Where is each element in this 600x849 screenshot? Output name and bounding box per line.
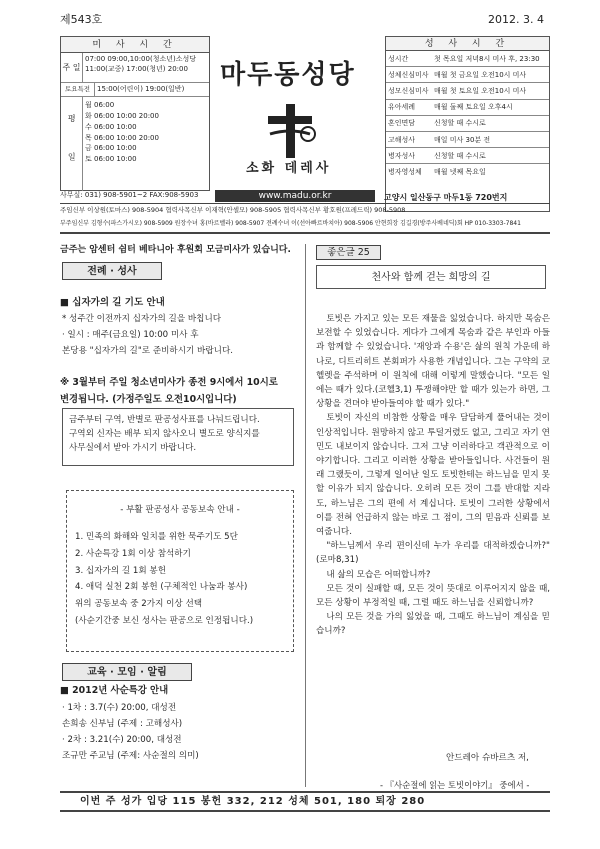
lecture-line: · 1차 : 3.7(수) 20:00, 대성전 bbox=[62, 703, 177, 713]
sacrament-value: 첫 목요일 저녁8시 미사 후, 23:30 bbox=[434, 54, 540, 63]
church-name: 마두동성당 bbox=[220, 60, 356, 90]
sacrament-label: 성체신심미사 bbox=[388, 70, 429, 79]
staff-line-2: 부주임신부 김형수(파스가시오) 908-5909 원장수녀 홍(바르벨라) 908-5907 전례수녀 이(선아빠르바치아) 908-5906 안현희장 김길경(방주사베네딕)회 HP 010-3303-7841 bbox=[60, 220, 521, 227]
article-paragraph: "하느님께서 우리 편이신데 누가 우리를 대적하겠습니까?" (로마8,31) bbox=[316, 541, 550, 566]
notice-line: 구역외 신자는 배부 되지 않사오니 별도로 양식지를 bbox=[69, 429, 260, 440]
divider bbox=[60, 232, 550, 234]
mass-line: 07:00 09:00,10:00(청소년)소성당 bbox=[85, 55, 197, 63]
mass-times-title: 미 사 시 간 bbox=[61, 37, 209, 53]
article-author: 안드레아 슈바르츠 저, bbox=[446, 753, 529, 763]
way-of-cross-line: * 성주간 이전까지 십자가의 길을 바칩니다 bbox=[62, 314, 222, 324]
lent-item: 위의 공동보속 중 2가지 이상 선택 bbox=[75, 599, 203, 609]
mass-line: 11:00(교중) 17:00(청년) 20:00 bbox=[85, 65, 188, 74]
sacrament-label: 유아세례 bbox=[388, 103, 416, 112]
office-contact: 사무실: 031) 908-5901~2 FAX:908-5903 bbox=[60, 191, 199, 199]
sacrament-label: 성시간 bbox=[388, 54, 409, 63]
section-education: 교육 · 모임 · 알림 bbox=[62, 663, 192, 681]
lecture-title: ■ 2012년 사순특강 안내 bbox=[60, 685, 169, 696]
youth-mass-notice: 변경됩니다. (가정주일도 오전10시입니다) bbox=[60, 394, 237, 405]
mass-line: 토 06:00 10:00 bbox=[85, 155, 137, 164]
mass-row-label: 주 일 bbox=[61, 53, 83, 82]
lent-item: 2. 사순특강 1회 이상 참석하기 bbox=[75, 548, 191, 559]
notice-line: 사무실에서 받아 가시기 바랍니다. bbox=[69, 443, 197, 454]
article-paragraph: 모든 것이 실패할 때, 모든 것이 뜻대로 이루어지지 않을 때, 모든 상황이 부정적일 때, 그럴 때도 하느님을 신뢰합니까? bbox=[316, 583, 550, 609]
column-divider bbox=[305, 244, 306, 787]
divider bbox=[60, 810, 550, 812]
mass-row-label: 토요특전 bbox=[61, 83, 95, 96]
article-title: 천사와 함께 걷는 희망의 길 bbox=[316, 265, 546, 289]
lent-title: - 부활 판공성사 공동보속 안내 - bbox=[120, 505, 240, 515]
sacrament-label: 성모신심미사 bbox=[388, 86, 429, 95]
divider bbox=[60, 791, 550, 793]
divider bbox=[60, 203, 550, 204]
lecture-line: 손희송 신부님 (주제 : 고해성사) bbox=[62, 719, 183, 729]
mass-row-label: 평 일 bbox=[61, 97, 83, 191]
cross-logo-icon bbox=[262, 100, 318, 160]
sacrament-value: 신청할 때 수시로 bbox=[434, 119, 486, 128]
way-of-cross-line: · 일시 : 매주(금요일) 10:00 미사 후 bbox=[62, 330, 199, 340]
lent-item: 3. 십자가의 길 1회 봉헌 bbox=[75, 565, 167, 576]
sacrament-value: 매월 첫 금요일 오전10시 미사 bbox=[434, 70, 527, 79]
article-source: - 『사순절에 읽는 토빗이야기』 중에서 - bbox=[380, 780, 530, 790]
youth-mass-notice: ※ 3월부터 주일 청소년미사가 종전 9시에서 10시로 bbox=[60, 377, 278, 388]
sacrament-value: 신청할 때 수시로 bbox=[434, 151, 486, 160]
lent-penance-box bbox=[66, 490, 294, 652]
lecture-line: · 2차 : 3.21(수) 20:00, 대성전 bbox=[62, 735, 182, 745]
sacrament-label: 병자영성체 bbox=[388, 168, 422, 177]
hymn-numbers: 이번 주 성가 입당 115 봉헌 332, 212 성체 501, 180 퇴장 280 bbox=[80, 796, 426, 807]
sacrament-value: 매월 둘째 토요일 오후4시 bbox=[434, 103, 513, 112]
sacrament-label: 고해성사 bbox=[388, 135, 416, 144]
mass-line: 수 06:00 10:00 bbox=[85, 122, 137, 131]
issue-date: 2012. 3. 4 bbox=[488, 13, 544, 26]
church-patron: 소화 데레사 bbox=[246, 161, 332, 176]
way-of-cross-line: 본당용 "십자가의 길"로 준비하시기 바랍니다. bbox=[62, 346, 233, 356]
staff-line-1: 주임신부 이상원(토마스) 908-5904 협력사목신부 이재혁(안셀모) 908-5905 협력사목신부 황호원(프레드릭) 908-5908 bbox=[60, 206, 406, 214]
section-liturgy: 전례 · 성사 bbox=[62, 262, 162, 280]
church-address: 고양시 일산동구 마두1동 720번지 bbox=[384, 193, 508, 202]
article-paragraph: 나의 모든 것을 가의 잃었을 때, 그때도 하느님이 계심을 믿습니까? bbox=[316, 612, 550, 637]
website-link[interactable]: www.madu.or.kr bbox=[215, 190, 375, 202]
lent-item: 1. 민족의 화해와 일치를 위한 묵주기도 5단 bbox=[75, 532, 238, 542]
article-paragraph: 토빗이 자신의 비참한 상황을 매우 담담하게 풀어내는 것이 인상적입니다. 원망하지 않고 투덜거렸도 없고, 그리고 자기 연민도 내보이지 않습니다. 그저 그냥 이러하다고 객관적으로 이야기합니다. 그리고 이러한 상황을 받아들입니다. 사건들이 원래 그랬듯이, 그렇게 일어난 일도 토빗한테는 하느님을 믿지 못할 이유가 되지 않습니다. 오히려 모든 것이 그를 반대할 지라도, 하느님은 그의 편에 서 계십니다. 토빗이 그러한 상황에서 이를 전혀 언급하지 않는 바로 그 점이, 그의 믿음과 신뢰를 보여줍니다. bbox=[316, 413, 550, 538]
mass-times-box bbox=[60, 36, 210, 191]
article-body bbox=[316, 312, 550, 639]
sacrament-row bbox=[386, 83, 549, 99]
issue-number: 제543호 bbox=[60, 13, 103, 26]
sacrament-value: 매일 미사 30분 전 bbox=[434, 135, 491, 144]
sacrament-row bbox=[386, 100, 549, 116]
notice-line: 금주부터 구역, 반별로 판공성사표를 나눠드립니다. bbox=[69, 415, 260, 425]
sacrament-row bbox=[386, 148, 549, 164]
lent-item: 4. 애덕 실천 2회 봉헌 (구체적인 나눔과 봉사) bbox=[75, 582, 248, 593]
mass-row-weekday bbox=[61, 97, 209, 191]
mass-line: 금 06:00 10:00 bbox=[85, 144, 137, 153]
sacrament-value: 매월 첫 토요일 오전10시 미사 bbox=[434, 86, 527, 95]
mass-line: 15:00(어린이) 19:00(일반) bbox=[97, 85, 185, 93]
lent-item: (사순기간중 보신 성사는 판공으로 인정됩니다.) bbox=[75, 615, 254, 626]
sacrament-row bbox=[386, 116, 549, 132]
way-of-cross-title: ■ 십자가의 길 기도 안내 bbox=[60, 297, 165, 308]
mass-row-saturday bbox=[61, 83, 209, 97]
weekly-notice: 금주는 암센터 쉼터 베타니아 후원회 모금미사가 있습니다. bbox=[60, 245, 291, 255]
article-paragraph: 토빗은 가지고 있는 모든 재물을 잃었습니다. 하지만 목숨은 보전할 수 있었습니다. 게다가 그에게 목숨과 같은 부인과 아들과 함께할 수 있었습니다. '재앙과 수용'은 삶의 원칙 가운데 하나로, 디트리히트 본회퍼가 사용한 개념입니다. 그는 구약의 코헬렛을 주석하며 이 원칙에 대해 이렇게 말했습니다. "모든 일에는 때가 있다.(코헬3,1) 투쟁해야만 할 때가 있는가 하면, 그 상황을 견뎌야 받아들여야 할 때가 있다." bbox=[316, 314, 550, 410]
sacraments-title: 성 사 시 간 bbox=[386, 37, 549, 51]
sacrament-value: 매월 넷째 목요일 bbox=[434, 168, 486, 177]
mass-line: 화 06:00 10:00 20:00 bbox=[85, 111, 159, 120]
sacrament-label: 병자성사 bbox=[388, 151, 416, 160]
sacrament-label: 혼인면담 bbox=[388, 119, 416, 128]
mass-line: 목 06:00 10:00 20:00 bbox=[85, 133, 159, 142]
article-paragraph: 내 삶의 모습은 어떠합니까? bbox=[326, 569, 431, 580]
sacrament-row bbox=[386, 132, 549, 148]
lecture-line: 조규만 주교님 (주제: 사순절의 의미) bbox=[62, 751, 199, 761]
mass-line: 월 06:00 bbox=[85, 101, 115, 109]
sacrament-row bbox=[386, 67, 549, 83]
confession-card-notice bbox=[62, 408, 294, 466]
sacrament-row bbox=[386, 51, 549, 67]
sacraments-box bbox=[385, 36, 550, 212]
good-writing-label: 좋은글 25 bbox=[316, 245, 381, 260]
sacrament-row bbox=[386, 164, 549, 180]
mass-row-sunday bbox=[61, 53, 209, 83]
